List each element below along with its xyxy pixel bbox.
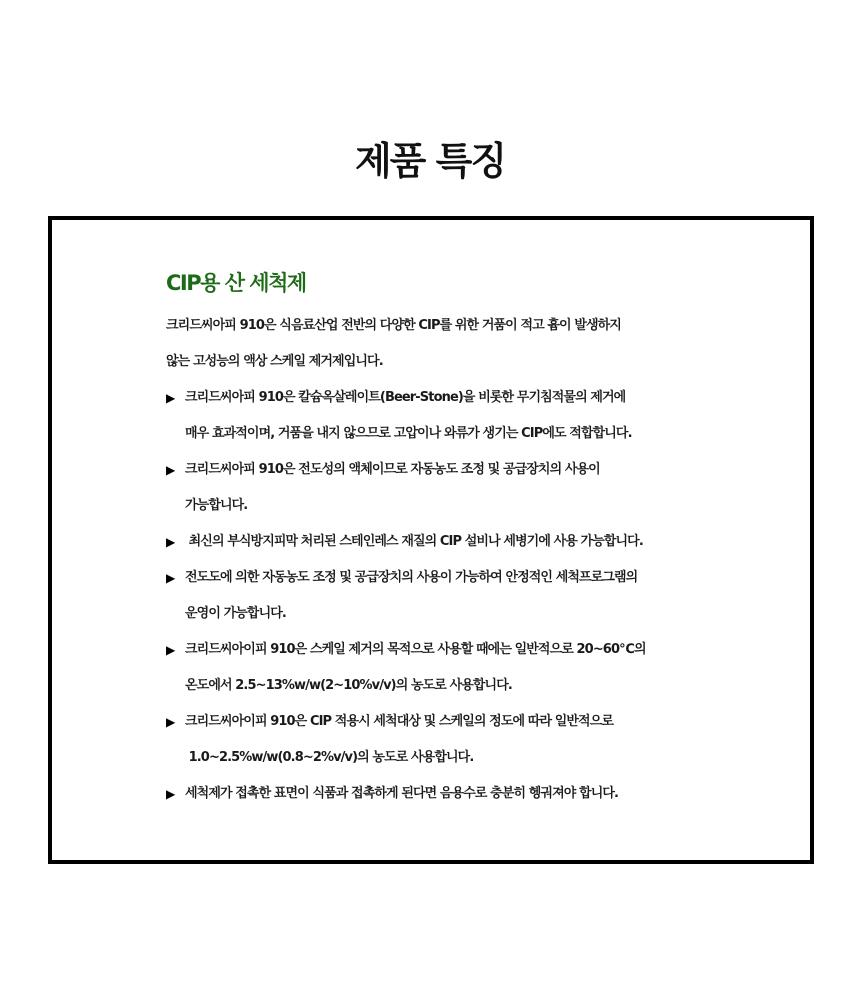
bullet-text — [185, 380, 726, 452]
feature-bullet-3 — [166, 524, 726, 560]
intro-line: 크리드씨아피 910은 식음료산업 전반의 다양한 CIP를 위한 거품이 적고 흄이 발생하지 — [166, 318, 621, 333]
triangle-right-icon: ▶ — [166, 463, 175, 477]
triangle-right-icon: ▶ — [166, 787, 175, 801]
bullet-line: 전도도에 의한 자동농도 조정 및 공급장치의 사용이 가능하여 안정적인 세척프로그램의 — [185, 570, 638, 585]
bullet-text — [185, 524, 726, 560]
bullet-text — [185, 776, 726, 812]
bullet-line: 크리드씨아피 910은 전도성의 액체이므로 자동농도 조정 및 공급장치의 사용이 — [185, 462, 600, 477]
bullet-text — [185, 632, 726, 704]
intro-paragraph — [166, 308, 726, 380]
triangle-right-icon: ▶ — [166, 571, 175, 585]
page-title: 제품 특징 — [354, 139, 506, 184]
bullet-line: 온도에서 2.5~13%w/w(2~10%v/v)의 농도로 사용합니다. — [185, 678, 512, 693]
triangle-right-icon: ▶ — [166, 391, 175, 405]
section-heading: CIP용 산 세척제 — [166, 271, 306, 295]
bullet-line: 크리드씨아피 910은 칼슘옥살레이트(Beer-Stone)을 비롯한 무기침적물의 제거에 — [185, 390, 626, 405]
bullet-line: 매우 효과적이며, 거품을 내지 않으므로 고압이나 와류가 생기는 CIP에도 적합합니다. — [185, 426, 632, 441]
feature-bullet-4 — [166, 560, 726, 632]
bullet-line: 세척제가 접촉한 표면이 식품과 접촉하게 된다면 음용수로 충분히 헹궈져야 합니다. — [185, 786, 619, 801]
bullet-line: 운영이 가능합니다. — [185, 606, 286, 621]
feature-bullet-1 — [166, 380, 726, 452]
bullet-line: 가능합니다. — [185, 498, 248, 513]
bullet-line: 1.0~2.5%w/w(0.8~2%v/v)의 농도로 사용합니다. — [185, 750, 474, 765]
feature-bullet-2 — [166, 452, 726, 524]
bullet-text — [185, 704, 726, 776]
triangle-right-icon: ▶ — [166, 715, 175, 729]
bullet-text — [185, 452, 726, 524]
bullet-line: 크리드씨아이피 910은 CIP 적용시 세척대상 및 스케일의 정도에 따라 일반적으로 — [185, 714, 614, 729]
triangle-right-icon: ▶ — [166, 643, 175, 657]
feature-bullet-6 — [166, 704, 726, 776]
bullet-line: 최신의 부식방지피막 처리된 스테인레스 재질의 CIP 설비나 세병기에 사용 가능합니다. — [185, 534, 643, 549]
bullet-line: 크리드씨아이피 910은 스케일 제거의 목적으로 사용할 때에는 일반적으로 20~60℃의 — [185, 642, 646, 657]
intro-line: 않는 고성능의 액상 스케일 제거제입니다. — [166, 354, 383, 369]
feature-box — [48, 216, 814, 864]
feature-bullet-7 — [166, 776, 726, 812]
feature-bullet-5 — [166, 632, 726, 704]
bullet-text — [185, 560, 726, 632]
triangle-right-icon: ▶ — [166, 535, 175, 549]
feature-content — [166, 268, 726, 812]
